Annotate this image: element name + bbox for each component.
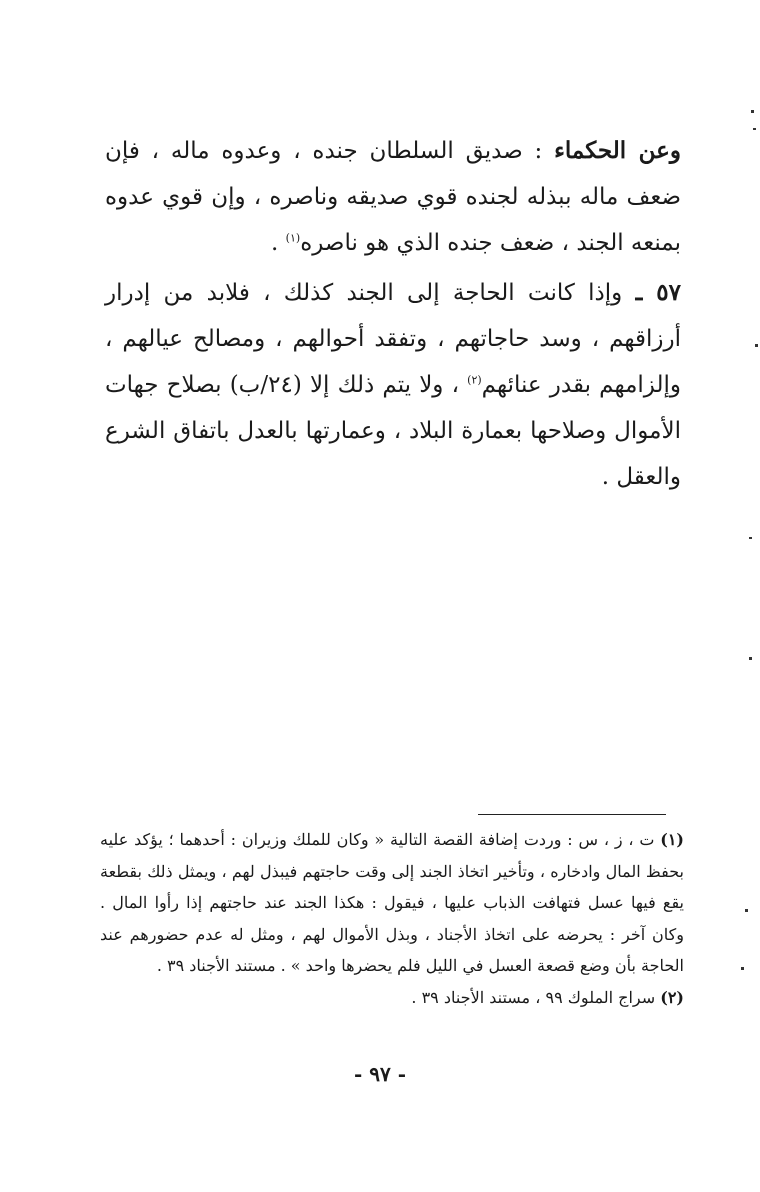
para2-part-b: ، ولا يتم ذلك إلا (٢٤/ب) بصلاح جهات الأموال وصلاحها بعمارة البلاد ، وعمارتها بالعدل باتفاق الشرع والعقل . (105, 372, 681, 490)
paragraph-number: ٥٧ ـ (635, 279, 682, 306)
scan-speck (751, 110, 754, 113)
paragraph-1 (105, 128, 681, 266)
footnote-2-label: (٢) (660, 987, 684, 1007)
scan-speck (755, 344, 758, 347)
page-number: - ٩٧ - (353, 1062, 406, 1086)
para2-part-a: وإذا كانت الحاجة إلى الجند كذلك ، فلابد من إدرار أرزاقهم ، وسد حاجاتهم ، وتفقد أحوالهم ، ومصالح عيالهم ، وإلزامهم بقدر عنائهم (105, 280, 681, 398)
footnote-separator (478, 814, 666, 815)
scan-speck (741, 967, 744, 970)
para1-lead: وعن الحكماء (554, 137, 682, 164)
scan-speck (745, 909, 748, 912)
footnote-ref-2: (٢) (467, 373, 482, 387)
footnote-2-text: سراج الملوك ٩٩ ، مستند الأجناد ٣٩ . (411, 987, 661, 1007)
paragraph-57 (105, 270, 681, 500)
para1-end: . (271, 230, 286, 256)
main-text (105, 128, 681, 504)
footnote-ref-1: (١) (285, 231, 301, 245)
para1-rest: : صديق السلطان جنده ، وعدوه ماله ، فإن ضعف ماله ببذله لجنده قوي صديقه وناصره ، وإن قوي عدوه بمنعه الجند ، ضعف جنده الذي هو ناصره (105, 138, 681, 256)
footnotes (100, 824, 684, 1013)
footnote-1-label: (١) (660, 830, 684, 849)
footnote-1 (100, 824, 684, 982)
footnote-1-text: ت ، ز ، س : وردت إضافة القصة التالية « وكان للملك وزيران : أحدهما ؛ يؤكد عليه بحفظ المال وادخاره ، وتأخير اتخاذ الجند إلى وقت حاجتهم فيبذل لهم ، ويمثل ذلك بقطعة يقع فيها عسل فتهافت الذباب عليها ، فيقول : هكذا الجند عند حاجتهم إذا رأوا المال . وكان آخر : يحرضه على اتخاذ الأجناد ، وبذل الأموال لهم ، ومثل له عدم حضورهم عند الحاجة بأن وضع قصعة العسل في الليل فلم يحضرها واحد » . مستند الأجناد ٣٩ . (100, 830, 684, 975)
scan-speck (749, 537, 752, 539)
scan-speck (753, 128, 756, 130)
scan-speck (749, 657, 752, 660)
footnote-2 (100, 982, 684, 1014)
